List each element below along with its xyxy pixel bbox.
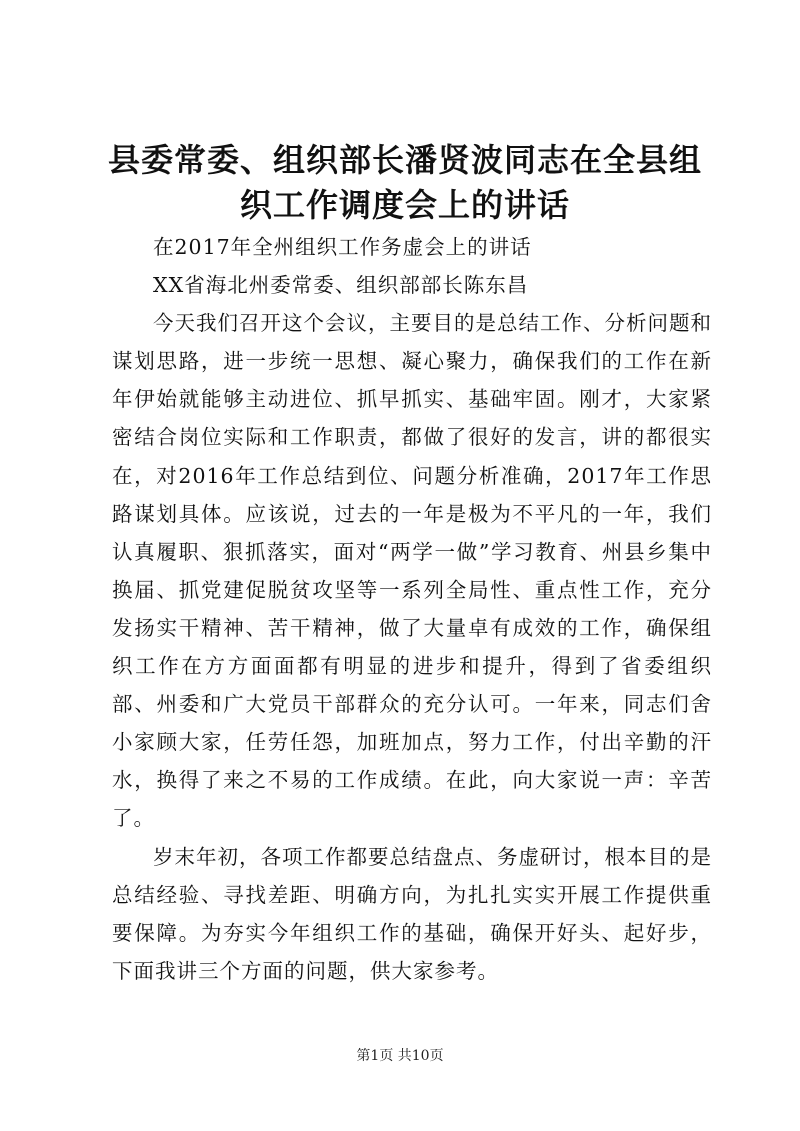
document-body bbox=[112, 228, 712, 990]
author-line: XX省海北州委常委、组织部部长陈东昌 bbox=[153, 273, 529, 298]
paragraph-2: 岁末年初，各项工作都要总结盘点、务虚研讨，根本目的是总结经验、寻找差距、明确方向，为扎扎实实开展工作提供重要保障。为夯实今年组织工作的基础，确保开好头、起好步，下面我讲三个方面的问题，供大家参考。 bbox=[112, 844, 712, 983]
document-title: 县委常委、组织部长潘贤波同志在全县组织工作调度会上的讲话 bbox=[107, 141, 702, 224]
page-footer: 第1页 共10页 bbox=[356, 1048, 444, 1064]
paragraph-1: 今天我们召开这个会议，主要目的是总结工作、分析问题和谋划思路，进一步统一思想、凝心聚力，确保我们的工作在新年伊始就能够主动进位、抓早抓实、基础牢固。刚才，大家紧密结合岗位实际和工作职责，都做了很好的发言，讲的都很实在，对2016年工作总结到位、问题分析准确，2017年工作思路谋划具体。应该说，过去的一年是极为不平凡的一年，我们认真履职、狠抓落实，面对“两学一做”学习教育、州县乡集中换届、抓党建促脱贫攻坚等一系列全局性、重点性工作，充分发扬实干精神、苦干精神，做了大量卓有成效的工作，确保组织工作在方方面面都有明显的进步和提升，得到了省委组织部、州委和广大党员干部群众的充分认可。一年来，同志们舍小家顾大家，任劳任怨，加班加点，努力工作，付出辛勤的汗水，换得了来之不易的工作成绩。在此，向大家说一声：辛苦了。 bbox=[112, 311, 712, 831]
subtitle-line: 在2017年全州组织工作务虚会上的讲话 bbox=[153, 235, 532, 259]
